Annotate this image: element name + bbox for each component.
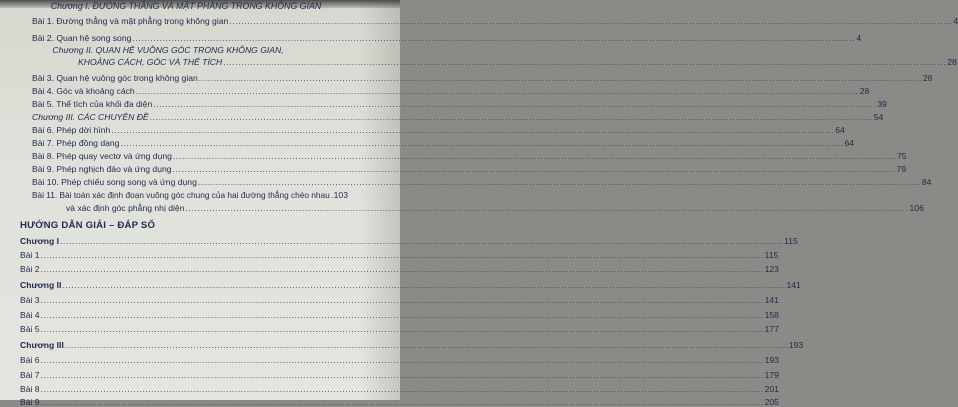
toc-entry-label: Bài 6. Phép dời hình [32,125,111,135]
toc-entry-page: 28 [922,73,933,83]
chapter-2-title-line-2 [78,57,957,67]
answers-entry-lesson-8 [20,384,779,394]
chapter-2-title-line-1: Chương II. QUAN HỆ VUÔNG GÓC TRONG KHÔNG GIAN, [52,45,284,55]
toc-entry-label: Bài 7. Phép đồng dạng [32,138,120,148]
answers-entry-label: Chương I [20,236,60,246]
chapter-3-title [32,112,884,122]
answers-entry-page: 158 [764,310,779,320]
leader-dots [150,112,873,122]
leader-dots [173,151,896,161]
leader-dots [136,86,859,96]
toc-entry-lesson-1 [32,16,958,26]
toc-entry-page: 79 [896,164,907,174]
toc-entry-page: 64 [844,138,855,148]
toc-entry-page: 64 [835,125,845,135]
leader-dots [199,73,922,83]
toc-entry-page: 84 [921,177,932,187]
answers-entry-label: Chương II [20,280,62,290]
answers-entry-page: 193 [764,355,779,365]
answers-entry-label: Bài 6 [20,355,40,365]
toc-entry-page: 39 [877,99,887,109]
toc-entry-page: 75 [896,151,907,161]
answers-entry-chapter-2 [20,280,801,290]
toc-entry-label: Bài 9. Phép nghịch đảo và ứng dụng [32,164,172,174]
answers-entry-page: 141 [764,295,779,305]
leader-dots [173,164,896,174]
leader-dots [41,310,764,320]
answers-entry-page: 177 [764,324,779,334]
toc-entry-label: Bài 8. Phép quay vectơ và ứng dụng [32,151,172,161]
leader-dots [132,33,855,43]
leader-dots [60,236,783,246]
answers-entry-page: 115 [764,250,779,260]
chapter-1-title: Chương I. ĐƯỜNG THẲNG VÀ MẶT PHẲNG TRONG KHÔNG GIAN [50,1,322,11]
leader-dots [223,57,946,67]
answers-entry-page: 193 [788,340,804,350]
toc-entry-lesson-9 [32,164,907,174]
toc-entry-lesson-11-continued [66,203,924,213]
answers-entry-label: Chương III [20,340,64,350]
leader-dots [41,324,764,334]
chapter-3-label: Chương III. CÁC CHUYÊN ĐỀ [32,112,149,122]
leader-dots [41,355,764,365]
answers-entry-page: 205 [764,397,779,407]
answers-entry-lesson-5 [20,324,779,334]
toc-entry-page: 103 [333,190,348,200]
toc-entry-label: Bài 1. Đường thẳng và mặt phẳng trong không gian [32,16,229,26]
leader-dots [65,340,788,350]
toc-entry-lesson-3 [32,73,933,83]
toc-entry-lesson-6 [32,125,845,135]
toc-entry-lesson-4 [32,86,870,96]
chapter-2-page: 28 [947,57,957,67]
toc-entry-lesson-11 [32,190,348,200]
answers-entry-chapter-1 [20,236,798,246]
leader-dots [198,177,921,187]
leader-dots [120,138,843,148]
answers-entry-lesson-7 [20,370,779,380]
answers-entry-label: Bài 1 [20,250,40,260]
answers-entry-lesson-9 [20,397,779,407]
answers-entry-label: Bài 7 [20,370,40,380]
answers-entry-lesson-1 [20,250,779,260]
toc-entry-label: Bài 11. Bài toán xác định đoạn vuông góc chung của hai đường thẳng chéo nhau [32,190,330,200]
toc-entry-page: 106 [909,203,924,213]
answers-entry-label: Bài 2 [20,264,40,274]
leader-dots [229,16,952,26]
answers-entry-label: Bài 9 [20,397,40,407]
toc-entry-page: 4 [953,16,958,26]
toc-entry-label: Bài 4. Góc và khoảng cách [32,86,135,96]
answers-heading: HƯỚNG DẪN GIẢI – ĐÁP SỐ [20,220,156,231]
chapter-2-title-text: KHOẢNG CÁCH, GÓC VÀ THỂ TÍCH [78,57,223,67]
toc-entry-lesson-7 [32,138,855,148]
answers-entry-page: 141 [786,280,801,290]
leader-dots [62,280,785,290]
answers-entry-label: Bài 5 [20,324,40,334]
leader-dots [41,295,764,305]
answers-entry-lesson-3 [20,295,779,305]
answers-entry-label: Bài 3 [20,295,40,305]
chapter-3-page: 54 [873,112,884,122]
leader-dots [331,190,333,200]
answers-entry-lesson-4 [20,310,779,320]
answers-entry-lesson-2 [20,264,779,274]
toc-entry-page: 4 [856,33,862,43]
answers-entry-page: 123 [764,264,779,274]
answers-entry-lesson-6 [20,355,779,365]
answers-entry-label: Bài 8 [20,384,40,394]
answers-entry-page: 115 [784,236,798,246]
leader-dots [111,125,834,135]
toc-entry-label: Bài 3. Quan hệ vuông góc trong không gian [32,73,198,83]
leader-dots [41,384,764,394]
answers-entry-page: 179 [764,370,779,380]
toc-entry-label: Bài 2. Quan hệ song song [32,33,132,43]
leader-dots [153,99,876,109]
leader-dots [41,397,764,407]
toc-entry-lesson-2 [32,33,862,43]
toc-entry-lesson-10 [32,177,932,187]
leader-dots [41,250,764,260]
toc-entry-lesson-5 [32,99,887,109]
leader-dots [41,264,764,274]
toc-entry-label: Bài 10. Phép chiếu song song và ứng dụng [32,177,197,187]
answers-entry-page: 201 [764,384,779,394]
leader-dots [41,370,764,380]
leader-dots [186,203,909,213]
page-curve-shadow [360,0,400,400]
toc-entry-label: Bài 5. Thể tích của khối đa diện [32,99,153,109]
answers-entry-label: Bài 4 [20,310,40,320]
answers-entry-chapter-3 [20,340,804,350]
toc-entry-lesson-8 [32,151,907,161]
toc-entry-label: và xác định góc phẳng nhị diện [66,203,185,213]
toc-entry-page: 28 [859,86,870,96]
